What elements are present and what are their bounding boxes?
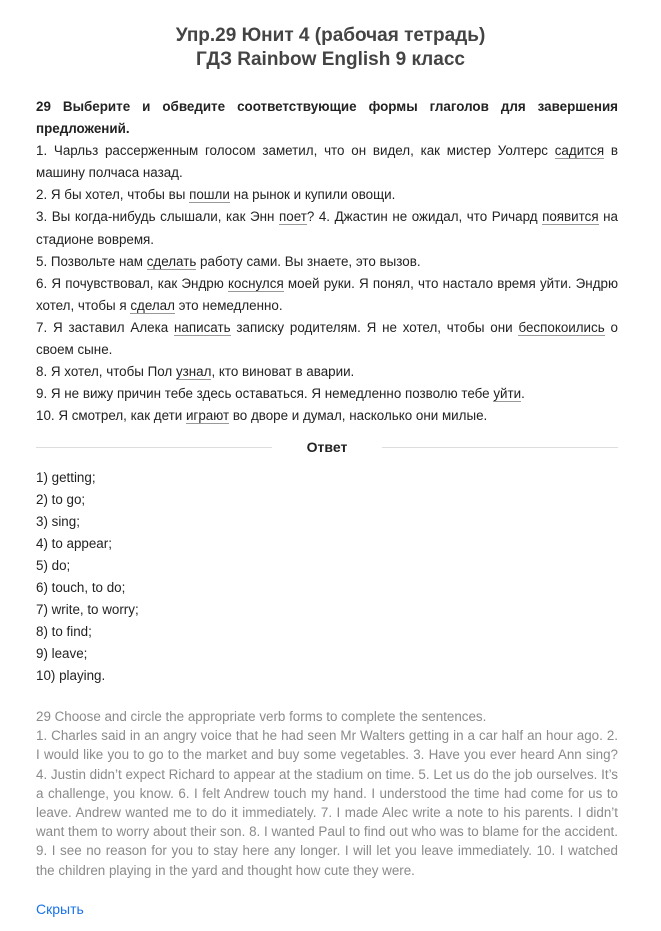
answer-list — [36, 467, 139, 687]
sentence-text: 3. Вы когда-нибудь слышали, как Энн — [36, 209, 280, 225]
answer-heading: Ответ — [306, 439, 348, 455]
underlined-verb: узнал — [175, 364, 212, 380]
underlined-verb: появится — [542, 209, 599, 225]
hide-link[interactable]: Скрыть — [36, 901, 84, 917]
title-line-2: ГДЗ Rainbow English 9 класс — [196, 49, 465, 70]
sentence-5 — [36, 251, 618, 273]
answer-item: 3) sing; — [36, 514, 80, 529]
sentence-text: . — [521, 386, 525, 402]
sentence-9 — [36, 383, 618, 405]
sentence-text: моей руки. Я понял, что настало время уйти. Эндрю хотел, чтобы я — [36, 275, 618, 313]
answer-item: 9) leave; — [36, 646, 88, 661]
task-block — [36, 96, 618, 427]
divider-line-right — [382, 447, 618, 448]
answer-item: 5) do; — [36, 558, 71, 573]
sentence-text: 9. Я не вижу причин тебе здесь оставаться. Я немедленно позволю тебе — [36, 386, 494, 402]
answer-item: 2) to go; — [36, 492, 86, 507]
sentence-text: 8. Я хотел, чтобы Пол — [36, 364, 176, 380]
sentence-text: о своем сыне. — [36, 319, 618, 358]
sentence-text: ? 4. Джастин не ожидал, что Ричард — [306, 209, 543, 225]
answer-item: 7) write, to worry; — [36, 602, 139, 617]
underlined-verb: садится — [554, 143, 605, 159]
underlined-verb: поет — [279, 209, 307, 225]
sentence-text: работу сами. Вы знаете, это вызов. — [196, 253, 421, 269]
sentence-text: 5. Позвольте нам — [36, 253, 147, 269]
sentence-text: 1. Чарльз рассерженным голосом заметил, что он видел, как мистер Уолтерс — [36, 143, 555, 159]
underlined-verb: беспокоились — [518, 319, 605, 335]
sentence-text: 7. Я заставил Алека — [36, 319, 175, 335]
english-title: 29 Choose and circle the appropriate verb forms to complete the sentences. — [36, 709, 487, 724]
answer-divider — [36, 436, 618, 458]
answer-item: 10) playing. — [36, 668, 106, 683]
answer-item: 1) getting; — [36, 470, 96, 485]
page-title — [0, 24, 661, 72]
underlined-verb: уйти — [493, 386, 522, 402]
english-body: 1. Charles said in an angry voice that he had seen Mr Walters getting in a car half an hour ago. 2. I would like you to go to the market and buy some vegetables. 3. Have you ever heard Ann sing? 4. Justin didn’t expect Richard to appear at the stadium on time. 5. Let us do the job ourselves. It’s a challenge, you know. 6. I felt Andrew touch my hand. I understood the time had come for us to leave. Andrew wanted me to do it immediately. 7. I made Alec write a note to his parents. I didn’t want them to worry about their son. 8. I wanted Paul to find out who was to blame for the accident. 9. I see no reason for you to stay here any longer. I will let you leave immediately. 10. I watched the children playing in the yard and thought how cute they were. — [36, 728, 618, 878]
sentence-text: это немедленно. — [174, 297, 283, 313]
answer-item: 6) touch, to do; — [36, 580, 126, 595]
sentence-text: в машину полчаса назад. — [36, 143, 618, 181]
sentence-text: 10. Я смотрел, как дети — [36, 408, 186, 424]
sentence-text: 6. Я почувствовал, как Эндрю — [36, 275, 228, 291]
underlined-verb: играют — [185, 408, 230, 424]
answer-item: 4) to appear; — [36, 536, 112, 551]
underlined-verb: коснулся — [227, 275, 284, 291]
sentence-6 — [36, 273, 618, 317]
answer-item: 8) to find; — [36, 624, 92, 639]
sentence-text: 2. Я бы хотел, чтобы вы — [36, 187, 190, 203]
sentence-7 — [36, 317, 618, 361]
sentence-8 — [36, 361, 618, 383]
sentence-text: на рынок и купили овощи. — [229, 187, 396, 203]
sentence-text: записку родителям. Я не хотел, чтобы они — [230, 319, 519, 335]
divider-line-left — [36, 447, 272, 448]
sentence-3-4 — [36, 206, 618, 250]
sentence-text: на стадионе вовремя. — [36, 209, 618, 247]
underlined-verb: пошли — [189, 187, 230, 203]
sentence-1 — [36, 140, 618, 184]
underlined-verb: сделал — [130, 297, 175, 313]
sentence-2 — [36, 184, 618, 206]
underlined-verb: написать — [174, 319, 231, 335]
english-translation — [36, 707, 618, 880]
sentence-text: , кто виноват в аварии. — [211, 364, 355, 380]
title-line-1: Упр.29 Юнит 4 (рабочая тетрадь) — [175, 25, 486, 46]
sentence-10 — [36, 405, 618, 427]
task-instruction: 29 Выберите и обведите соответствующие формы глаголов для завершения предложений. — [36, 99, 618, 137]
sentence-text: во дворе и думал, насколько они милые. — [229, 408, 488, 424]
underlined-verb: сделать — [146, 253, 197, 269]
